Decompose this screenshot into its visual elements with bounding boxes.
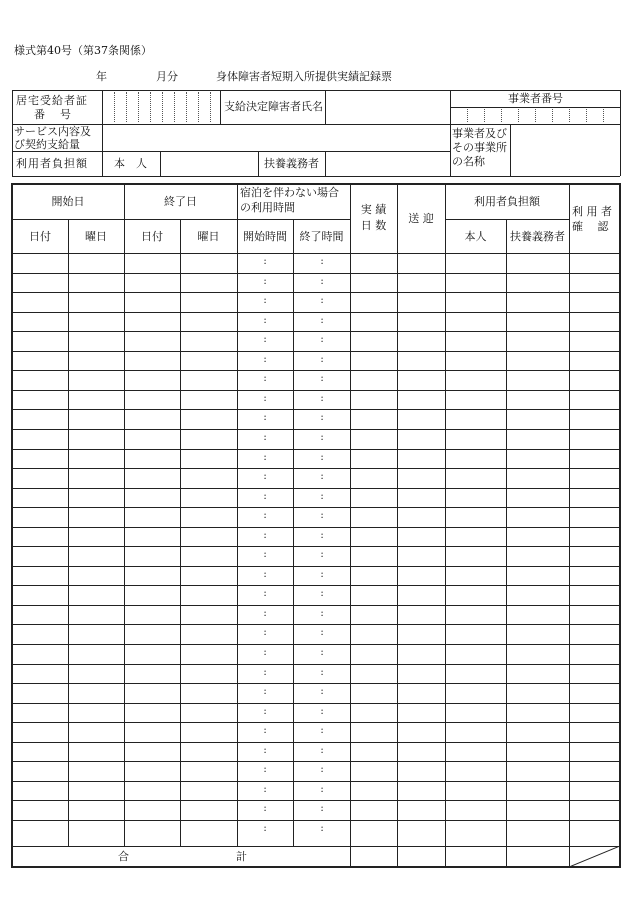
end-time-colon: : — [320, 647, 324, 658]
total-label: 合 — [118, 850, 129, 863]
end-time-colon: : — [320, 432, 324, 443]
end-time-colon: : — [320, 452, 324, 463]
start-time-colon: : — [263, 803, 267, 814]
table-row-line — [12, 781, 620, 782]
end-time-colon: : — [320, 334, 324, 345]
table-row-line — [12, 761, 620, 762]
total-label-2: 計 — [236, 850, 247, 863]
end-time-colon: : — [320, 667, 324, 678]
end-time-colon: : — [320, 471, 324, 482]
burden-header: 利用者負担額 — [474, 195, 540, 208]
table-row-line — [12, 409, 620, 410]
end-time-colon: : — [320, 803, 324, 814]
provider-number-label: 事業者番号 — [508, 92, 563, 105]
end-time-colon: : — [320, 745, 324, 756]
month-label: 月分 — [156, 70, 178, 83]
table-row-line — [12, 605, 620, 606]
table-row-line — [12, 683, 620, 684]
page-title: 身体障害者短期入所提供実績記録票 — [216, 70, 392, 83]
end-time-header: 終了時間 — [299, 230, 344, 243]
start-time-colon: : — [263, 354, 267, 365]
burden-label: 利用者負担額 — [16, 157, 88, 170]
end-time-colon: : — [320, 608, 324, 619]
start-weekday-header: 曜日 — [85, 230, 107, 243]
table-row-line — [12, 566, 620, 567]
year-label: 年 — [96, 70, 107, 83]
start-time-colon: : — [263, 725, 267, 736]
service-content-label-2: び契約支給量 — [14, 138, 80, 151]
end-time-colon: : — [320, 764, 324, 775]
start-time-colon: : — [263, 764, 267, 775]
start-time-colon: : — [263, 471, 267, 482]
start-time-colon: : — [263, 510, 267, 521]
table-row-line — [12, 273, 620, 274]
start-time-colon: : — [263, 549, 267, 560]
start-time-colon: : — [263, 745, 267, 756]
start-time-colon: : — [263, 334, 267, 345]
table-row-line — [12, 312, 620, 313]
start-time-header: 開始時間 — [243, 230, 287, 243]
table-row-line — [12, 585, 620, 586]
table-row-line — [12, 722, 620, 723]
start-time-colon: : — [263, 412, 267, 423]
end-time-colon: : — [320, 354, 324, 365]
end-time-colon: : — [320, 569, 324, 580]
end-time-colon: : — [320, 627, 324, 638]
end-time-colon: : — [320, 510, 324, 521]
table-row-line — [12, 449, 620, 450]
start-time-colon: : — [263, 686, 267, 697]
end-time-colon: : — [320, 315, 324, 326]
guardian-burden-header: 扶養義務者 — [510, 230, 565, 243]
table-row-line — [12, 468, 620, 469]
start-time-colon: : — [263, 315, 267, 326]
table-row-line — [12, 742, 620, 743]
end-time-colon: : — [320, 491, 324, 502]
table-row-line — [12, 800, 620, 801]
start-time-colon: : — [263, 569, 267, 580]
user-confirm-header-2: 確 認 — [572, 220, 609, 233]
start-time-colon: : — [263, 452, 267, 463]
self-label: 本 人 — [114, 157, 147, 170]
recipient-cert-label: 居宅受給者証 — [16, 94, 88, 107]
start-time-colon: : — [263, 393, 267, 404]
table-row-line — [12, 820, 620, 821]
table-row-line — [12, 644, 620, 645]
start-time-colon: : — [263, 706, 267, 717]
table-row-line — [12, 292, 620, 293]
start-date-header: 日付 — [29, 230, 51, 243]
user-confirm-header: 利 用 者 — [572, 205, 612, 218]
end-time-colon: : — [320, 686, 324, 697]
start-time-colon: : — [263, 295, 267, 306]
start-time-colon: : — [263, 491, 267, 502]
actual-days-header-2: 日 数 — [360, 218, 387, 232]
table-row-line — [12, 331, 620, 332]
table-row-line — [12, 370, 620, 371]
end-time-colon: : — [320, 276, 324, 287]
guardian-label: 扶養義務者 — [264, 157, 319, 170]
table-row-line — [12, 507, 620, 508]
no-stay-header-2: の利用時間 — [240, 201, 295, 214]
table-row-line — [12, 351, 620, 352]
end-weekday-header: 曜日 — [197, 230, 220, 243]
end-day-header: 終了日 — [164, 195, 197, 208]
end-time-colon: : — [320, 549, 324, 560]
end-time-colon: : — [320, 393, 324, 404]
table-row-line — [12, 429, 620, 430]
table-row-line — [12, 488, 620, 489]
end-time-colon: : — [320, 706, 324, 717]
end-time-colon: : — [320, 256, 324, 267]
start-time-colon: : — [263, 588, 267, 599]
service-content-label: サービス内容及 — [14, 125, 91, 138]
table-row-line — [12, 527, 620, 528]
self-burden-header: 本人 — [464, 230, 487, 243]
table-row-line — [12, 390, 620, 391]
actual-days-header: 実 績 — [360, 202, 387, 216]
start-time-colon: : — [263, 627, 267, 638]
no-stay-header: 宿泊を伴わない場合 — [240, 186, 339, 199]
provider-name-label: 事業者及び — [452, 127, 507, 140]
end-time-colon: : — [320, 295, 324, 306]
form-number: 様式第40号（第37条関係） — [14, 44, 152, 57]
start-time-colon: : — [263, 373, 267, 384]
table-row-line — [12, 664, 620, 665]
provider-name-label-3: の名称 — [452, 155, 485, 168]
start-time-colon: : — [263, 256, 267, 267]
end-time-colon: : — [320, 530, 324, 541]
start-time-colon: : — [263, 530, 267, 541]
start-time-colon: : — [263, 667, 267, 678]
table-row-line — [12, 624, 620, 625]
end-time-colon: : — [320, 412, 324, 423]
end-date-header: 日付 — [141, 230, 163, 243]
recipient-name-label: 支給決定障害者氏名 — [224, 100, 323, 113]
end-time-colon: : — [320, 784, 324, 795]
end-time-colon: : — [320, 823, 324, 834]
provider-name-label-2: その事業所 — [452, 141, 507, 154]
diagonal-strike — [569, 846, 620, 867]
recipient-cert-label-2: 番 号 — [34, 108, 73, 121]
start-time-colon: : — [263, 823, 267, 834]
transport-header: 送 迎 — [408, 212, 434, 225]
table-row-line — [12, 703, 620, 704]
end-time-colon: : — [320, 373, 324, 384]
start-time-colon: : — [263, 608, 267, 619]
start-time-colon: : — [263, 647, 267, 658]
start-time-colon: : — [263, 784, 267, 795]
end-time-colon: : — [320, 588, 324, 599]
start-day-header: 開始日 — [51, 195, 85, 208]
end-time-colon: : — [320, 725, 324, 736]
start-time-colon: : — [263, 432, 267, 443]
table-row-line — [12, 546, 620, 547]
start-time-colon: : — [263, 276, 267, 287]
